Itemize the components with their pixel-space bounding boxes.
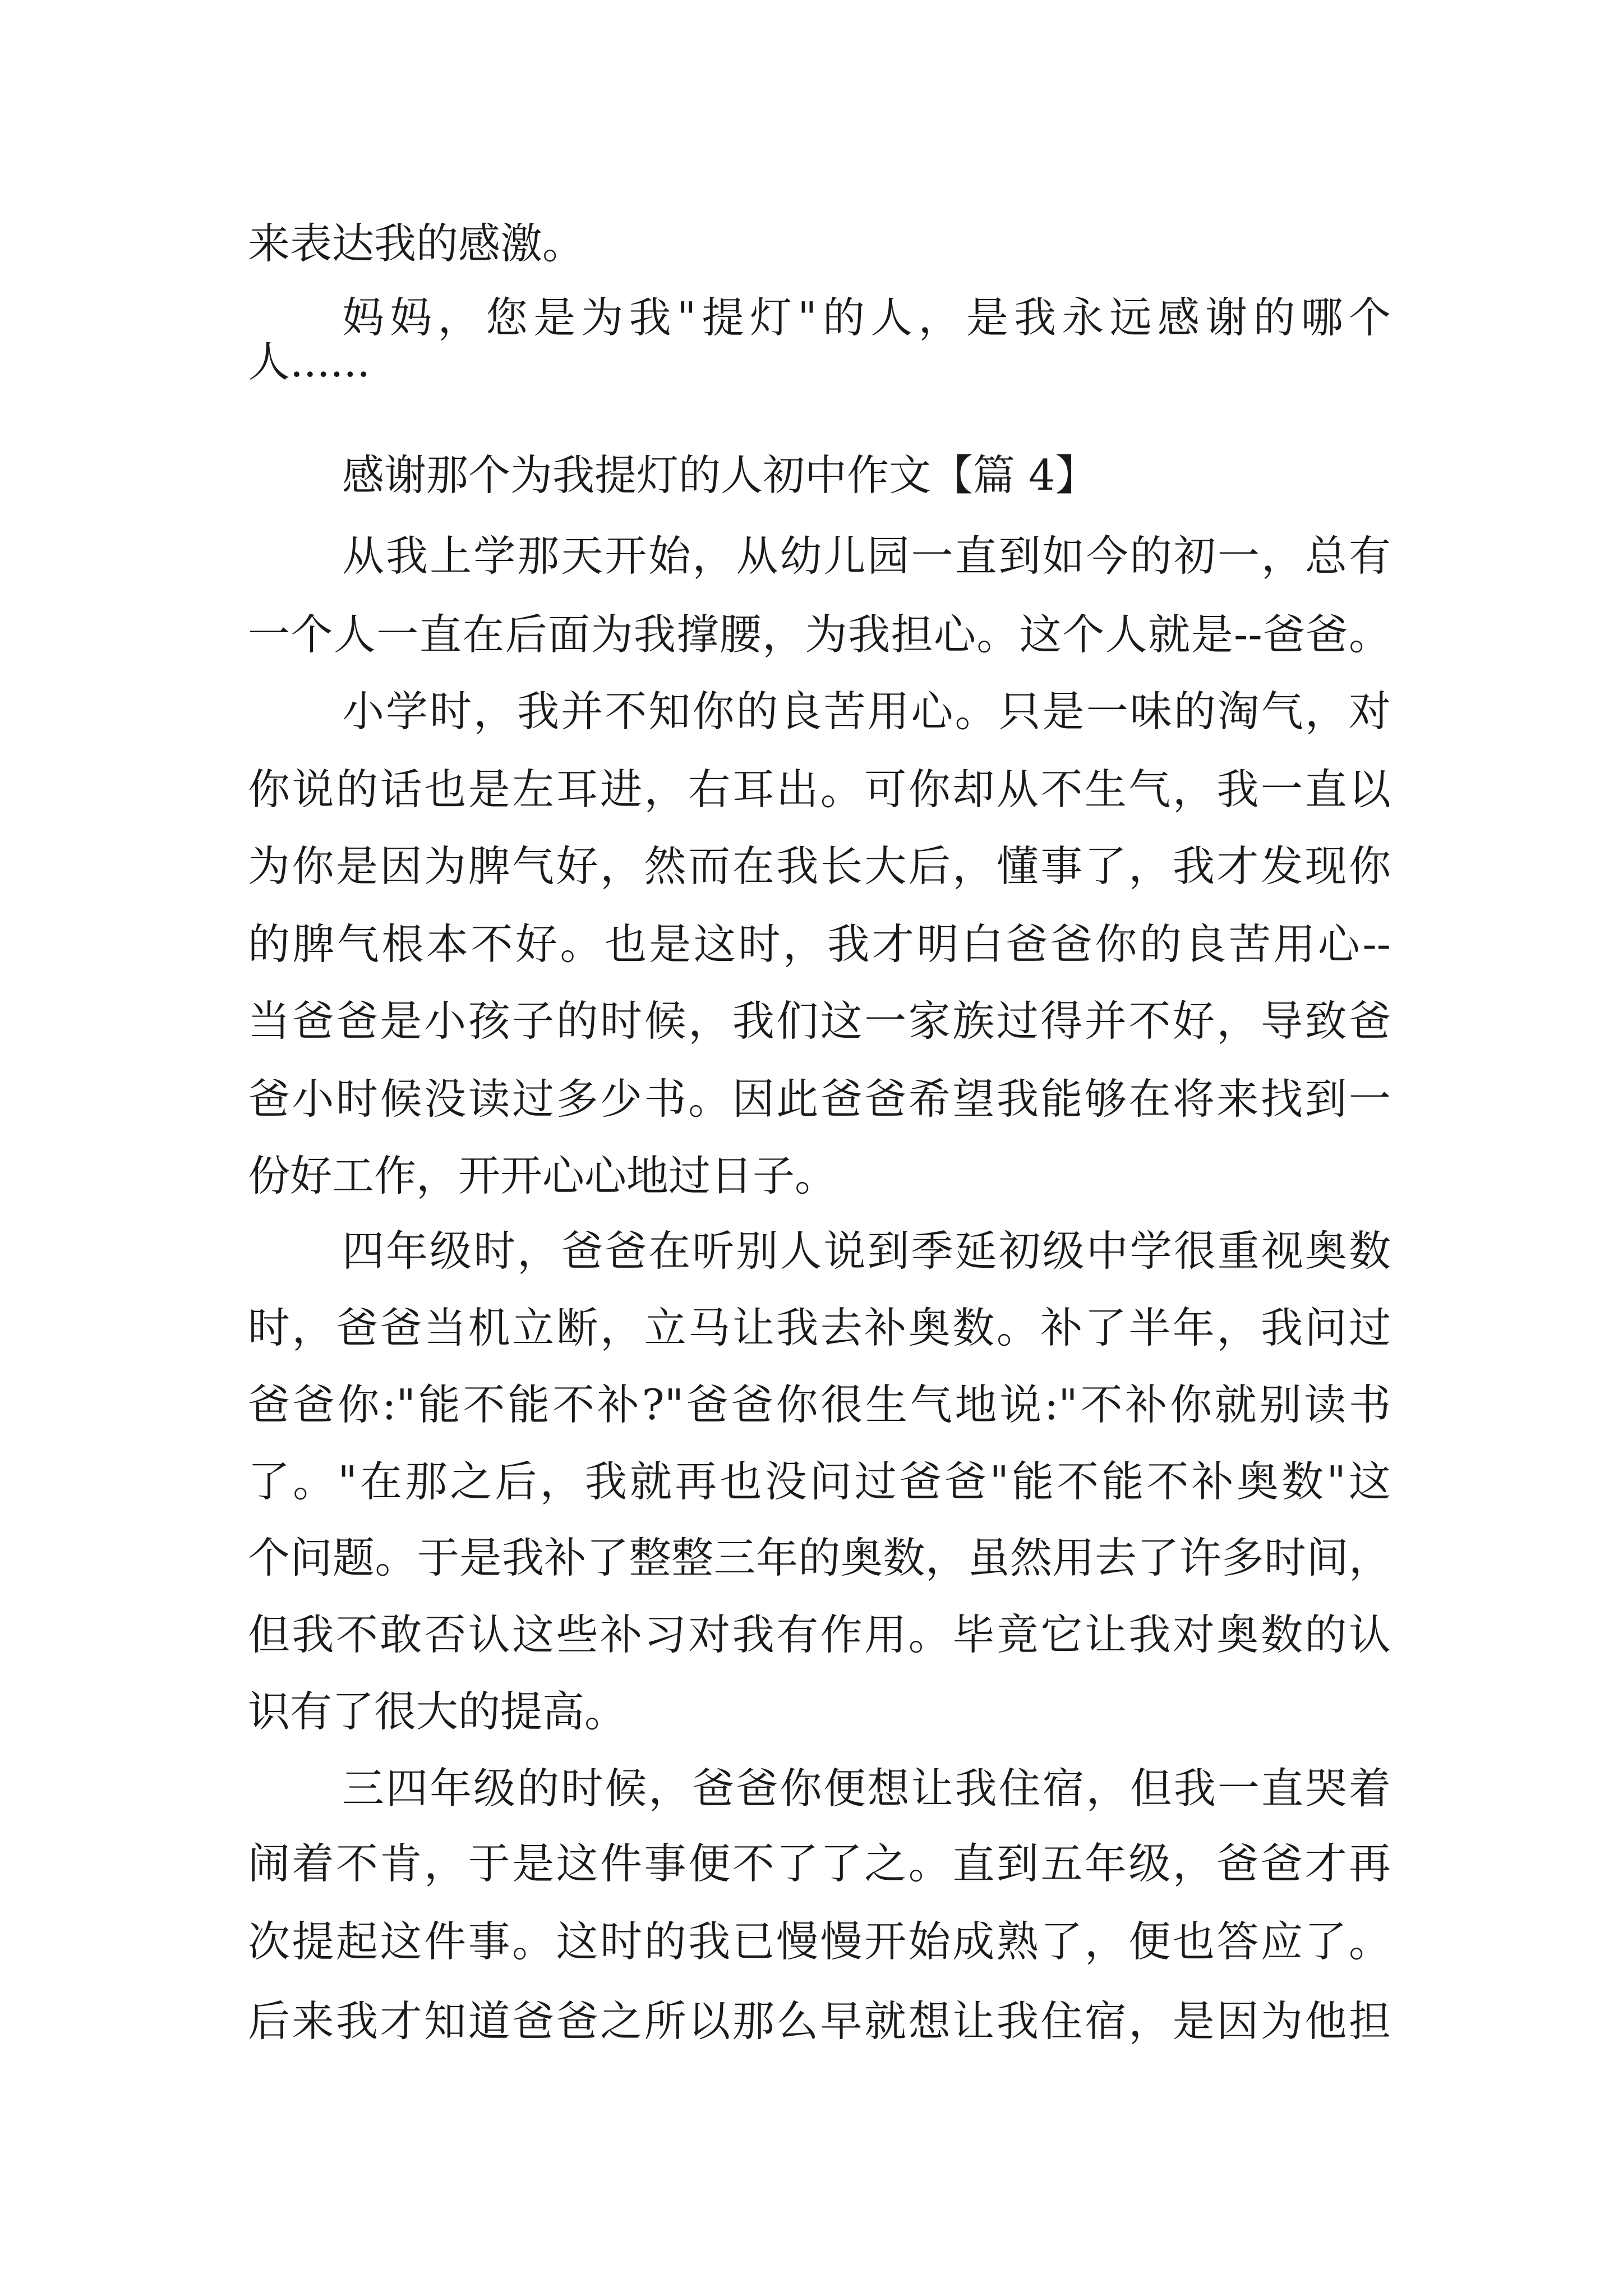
text-line: 爸小时候没读过多少书。因此爸爸希望我能够在将来找到一 — [248, 1074, 1391, 1124]
text-line: 妈妈，您是为我"提灯"的人，是我永远感谢的哪个 — [342, 293, 1391, 342]
text-line: 但我不敢否认这些补习对我有作用。毕竟它让我对奥数的认 — [248, 1610, 1391, 1659]
text-line: 你说的话也是左耳进，右耳出。可你却从不生气，我一直以 — [248, 765, 1391, 814]
text-line: 后来我才知道爸爸之所以那么早就想让我住宿，是因为他担 — [248, 1996, 1391, 2046]
text-line: 爸爸你:"能不能不补?"爸爸你很生气地说:"不补你就别读书 — [248, 1380, 1391, 1429]
text-line: 四年级时，爸爸在听别人说到季延初级中学很重视奥数 — [342, 1226, 1391, 1276]
text-line: 小学时，我并不知你的良苦用心。只是一味的淘气，对 — [342, 687, 1391, 736]
text-line: 人...... — [248, 337, 371, 386]
text-line: 一个人一直在后面为我撑腰，为我担心。这个人就是--爸爸。 — [248, 610, 1391, 659]
text-line: 当爸爸是小孩子的时候，我们这一家族过得并不好，导致爸 — [248, 996, 1391, 1046]
text-line: 时，爸爸当机立断，立马让我去补奥数。补了半年，我问过 — [248, 1303, 1391, 1352]
text-line: 闹着不肯，于是这件事便不了了之。直到五年级，爸爸才再 — [248, 1839, 1391, 1888]
text-line: 个问题。于是我补了整整三年的奥数，虽然用去了许多时间， — [248, 1533, 1391, 1582]
text-line: 来表达我的感激。 — [248, 219, 585, 268]
text-line: 为你是因为脾气好，然而在我长大后，懂事了，我才发现你 — [248, 841, 1391, 891]
heading-text: 感谢那个为我提灯的人初中作文【篇 4】 — [342, 450, 1098, 500]
text-line: 份好工作，开开心心地过日子。 — [248, 1151, 837, 1200]
text-line: 次提起这件事。这时的我已慢慢开始成熟了，便也答应了。 — [248, 1917, 1391, 1966]
text-line: 了。"在那之后，我就再也没问过爸爸"能不能不补奥数"这 — [248, 1457, 1391, 1506]
text-line: 的脾气根本不好。也是这时，我才明白爸爸你的良苦用心-- — [248, 919, 1391, 969]
text-line: 识有了很大的提高。 — [248, 1687, 627, 1736]
text-line: 三四年级的时候，爸爸你便想让我住宿，但我一直哭着 — [342, 1764, 1391, 1813]
text-line: 从我上学那天开始，从幼儿园一直到如今的初一，总有 — [342, 531, 1391, 581]
